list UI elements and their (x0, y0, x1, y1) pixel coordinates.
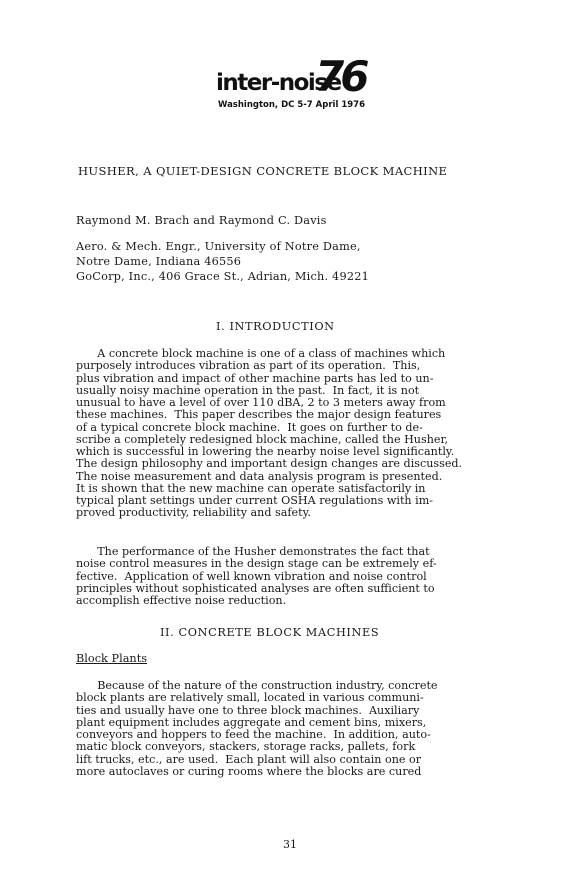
intro-paragraph-1 (76, 348, 506, 520)
text-line: purposely introduces vibration as part of its operation. This, (76, 359, 421, 373)
text-line: fective. Application of well known vibration and noise control (76, 569, 427, 583)
block-plants-paragraph (76, 680, 506, 778)
affiliation-line: GoCorp, Inc., 406 Grace St., Adrian, Mich. 49221 (76, 270, 369, 283)
text-line: usually noisy machine operation in the past. In fact, it is not (76, 383, 420, 397)
text-line: these machines. This paper describes the major design features (76, 408, 442, 422)
logo-wordmark: inter-noise (216, 70, 341, 96)
text-line: accomplish effective noise reduction. (76, 594, 287, 607)
text-line: It is shown that the new machine can operate satisfactorily in (76, 481, 426, 495)
text-line: The performance of the Husher demonstrates the fact that (76, 545, 430, 558)
text-line: A concrete block machine is one of a class of machines which (76, 347, 446, 360)
text-line: Because of the nature of the construction industry, concrete (76, 679, 438, 692)
text-line: noise control measures in the design stage can be extremely ef- (76, 557, 437, 571)
text-line: scribe a completely redesigned block machine, called the Husher, (76, 432, 449, 446)
text-line: matic block conveyors, stackers, storage racks, pallets, fork (76, 740, 416, 754)
paper-title: HUSHER, A QUIET-DESIGN CONCRETE BLOCK MACHINE (78, 164, 448, 178)
text-line: principles without sophisticated analyses are often sufficient to (76, 581, 435, 595)
text-line: conveyors and hoppers to feed the machine. In addition, auto- (76, 728, 431, 741)
affiliation-line: Notre Dame, Indiana 46556 (76, 255, 242, 268)
text-line: ties and usually have one to three block machines. Auxiliary (76, 703, 420, 717)
page-number: 31 (283, 838, 297, 851)
text-line: plant equipment includes aggregate and cement bins, mixers, (76, 715, 427, 729)
intro-paragraph-2 (76, 546, 506, 607)
text-line: plus vibration and impact of other machine parts has led to un- (76, 371, 434, 385)
section-heading-introduction: I. INTRODUCTION (216, 320, 335, 333)
section-heading-concrete-block-machines: II. CONCRETE BLOCK MACHINES (160, 626, 380, 639)
text-line: more autoclaves or curing rooms where the blocks are cured (76, 764, 422, 778)
subsection-heading-block-plants: Block Plants (76, 652, 148, 665)
affiliation-line: Aero. & Mech. Engr., University of Notre Dame, (76, 240, 361, 253)
text-line: The design philosophy and important design changes are discussed. (76, 457, 463, 471)
text-line: unusual to have a level of over 110 dBA, 2 to 3 meters away from (76, 396, 446, 409)
logo-subtitle: Washington, DC 5-7 April 1976 (218, 100, 365, 110)
text-line: lift trucks, etc., are used. Each plant will also contain one or (76, 752, 422, 766)
text-line: typical plant settings under current OSHA regulations with im- (76, 494, 434, 507)
text-line: which is successful in lowering the nearby noise level significantly. (76, 445, 455, 458)
logo-year: 76 (315, 52, 366, 101)
conference-logo (214, 52, 374, 112)
authors: Raymond M. Brach and Raymond C. Davis (76, 214, 327, 227)
text-line: block plants are relatively small, located in various communi- (76, 691, 424, 705)
text-line: The noise measurement and data analysis program is presented. (76, 469, 443, 483)
text-line: proved productivity, reliability and safety. (76, 506, 311, 520)
text-line: of a typical concrete block machine. It goes on further to de- (76, 420, 423, 434)
